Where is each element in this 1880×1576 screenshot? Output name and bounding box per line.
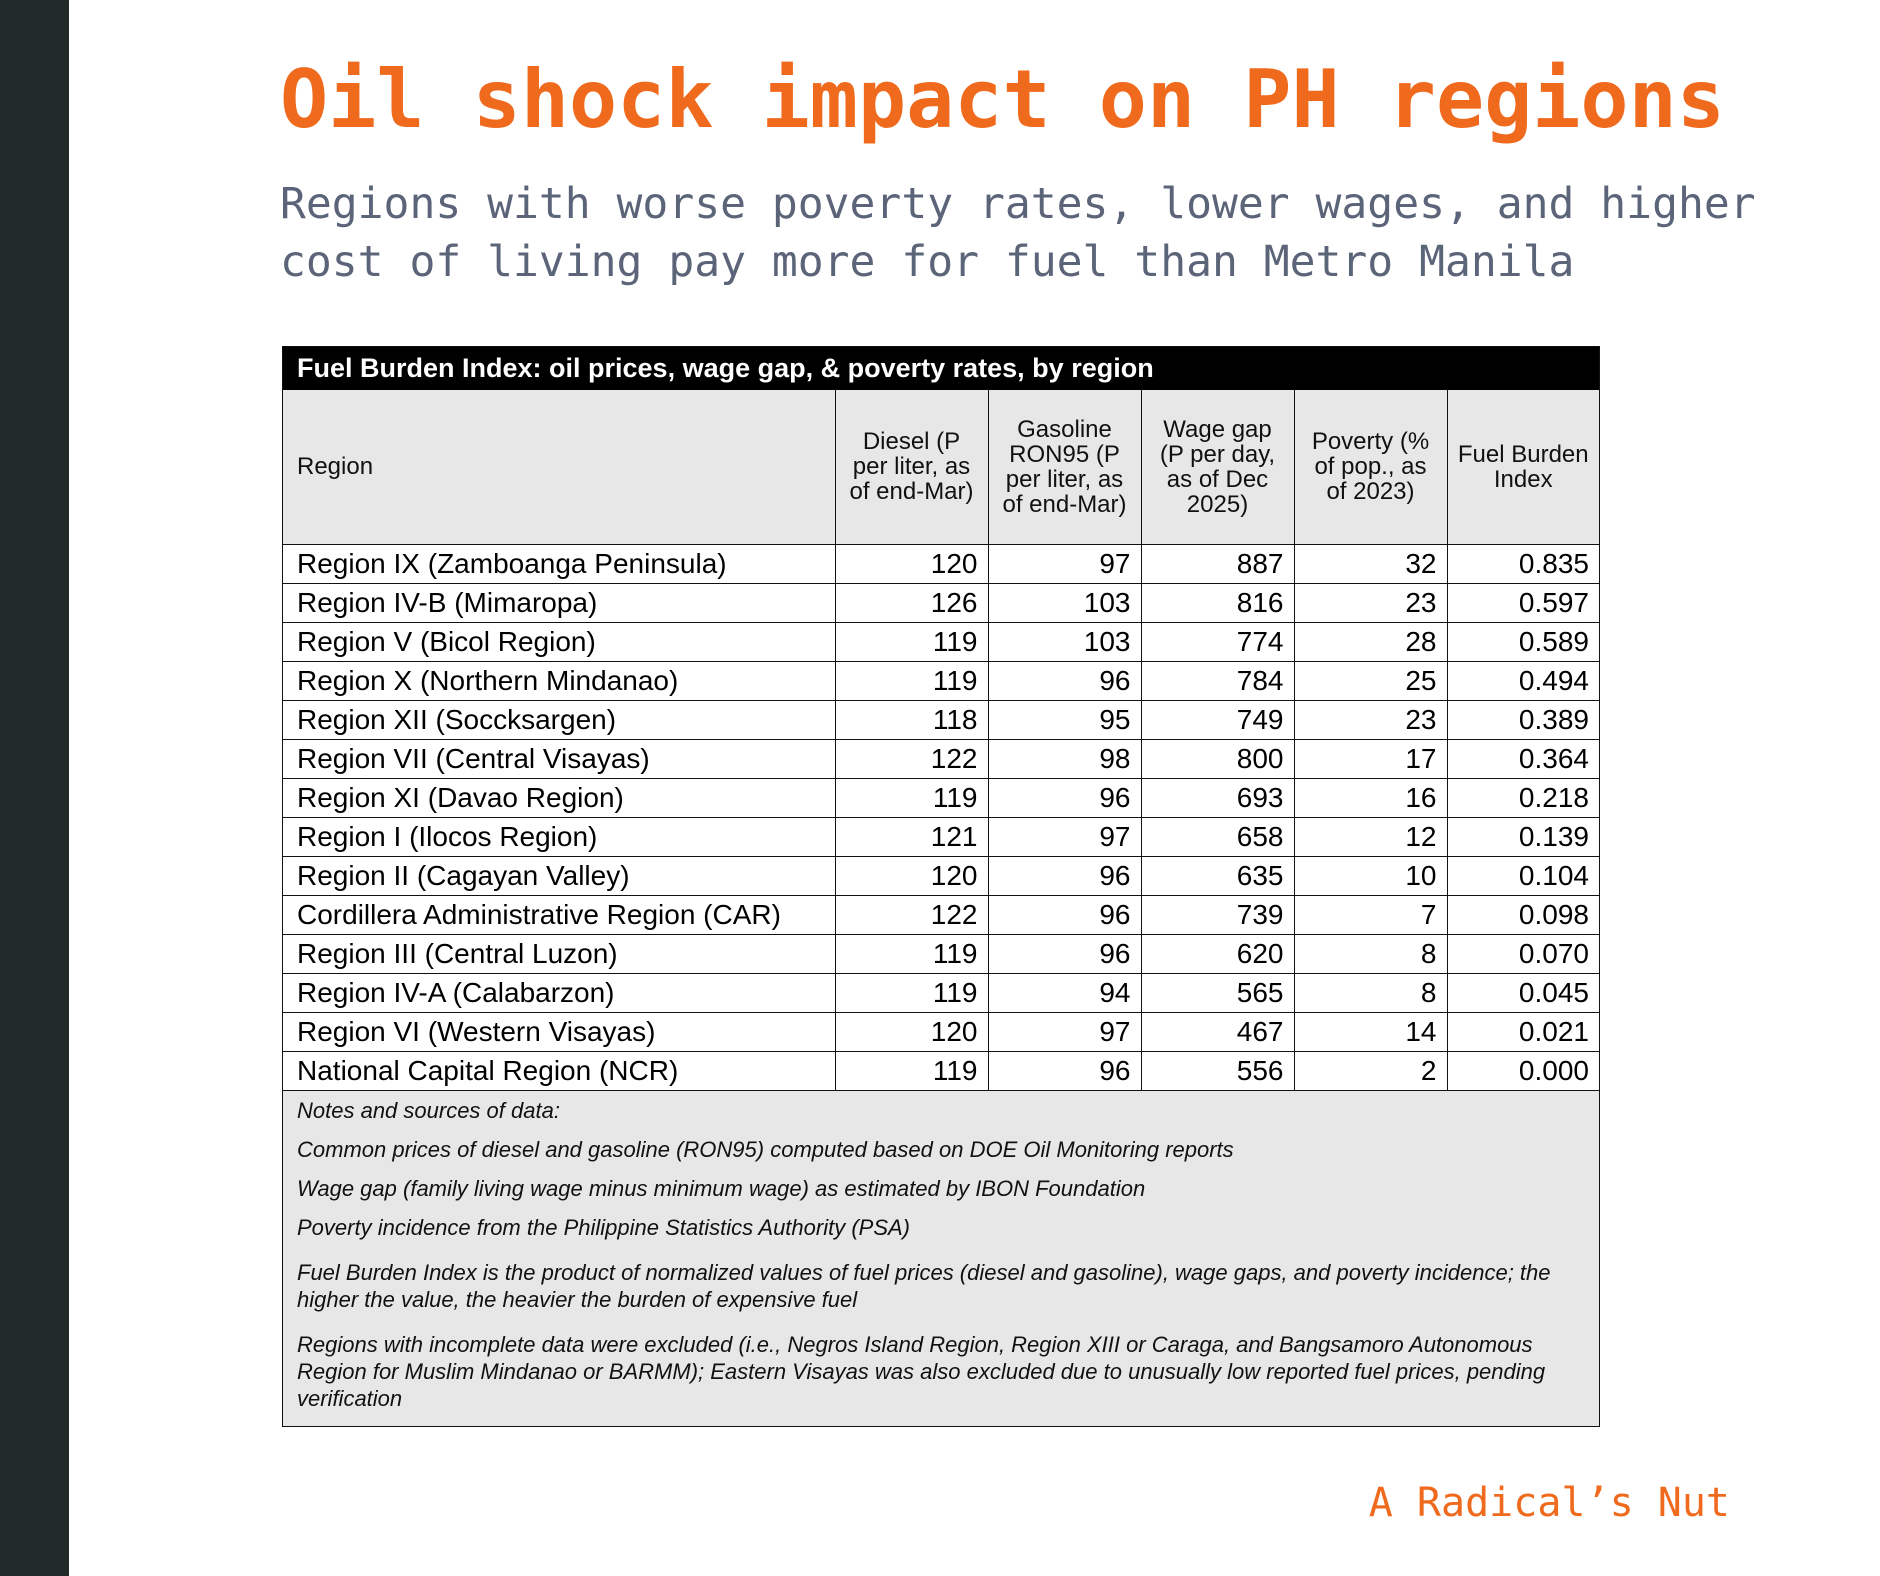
cell-fuel-burden-index: 0.070	[1447, 934, 1599, 973]
cell-poverty: 8	[1294, 934, 1447, 973]
cell-fuel-burden-index: 0.098	[1447, 895, 1599, 934]
cell-wage-gap: 749	[1141, 700, 1294, 739]
table-row	[283, 700, 1599, 739]
cell-diesel: 119	[835, 934, 988, 973]
cell-gasoline: 103	[988, 583, 1141, 622]
cell-region: Region V (Bicol Region)	[283, 622, 835, 661]
cell-gasoline: 94	[988, 973, 1141, 1012]
cell-diesel: 119	[835, 661, 988, 700]
cell-fuel-burden-index: 0.597	[1447, 583, 1599, 622]
cell-fuel-burden-index: 0.389	[1447, 700, 1599, 739]
note-exclusions: Regions with incomplete data were excluded (i.e., Negros Island Region, Region XIII or Caraga, and Bangsamoro Autonomous Region for Muslim Mindanao or BARMM); Eastern Visayas was also excluded due to unusually low reported fuel prices, pending verification	[297, 1331, 1546, 1411]
cell-wage-gap: 739	[1141, 895, 1294, 934]
cell-wage-gap: 620	[1141, 934, 1294, 973]
cell-wage-gap: 816	[1141, 583, 1294, 622]
notes-heading: Notes and sources of data:	[297, 1097, 560, 1123]
cell-fuel-burden-index: 0.104	[1447, 856, 1599, 895]
cell-gasoline: 95	[988, 700, 1141, 739]
table-row	[283, 544, 1599, 583]
cell-region: Region IV-B (Mimaropa)	[283, 583, 835, 622]
cell-wage-gap: 887	[1141, 544, 1294, 583]
cell-poverty: 28	[1294, 622, 1447, 661]
table-row	[283, 973, 1599, 1012]
cell-fuel-burden-index: 0.589	[1447, 622, 1599, 661]
cell-poverty: 2	[1294, 1051, 1447, 1090]
cell-diesel: 119	[835, 622, 988, 661]
cell-diesel: 120	[835, 1012, 988, 1051]
cell-wage-gap: 565	[1141, 973, 1294, 1012]
note-wage-gap: Wage gap (family living wage minus minimum wage) as estimated by IBON Foundation	[297, 1175, 1146, 1201]
column-header-diesel: Diesel (P per liter, as of end-Mar)	[835, 390, 988, 544]
cell-fuel-burden-index: 0.021	[1447, 1012, 1599, 1051]
cell-region: Region II (Cagayan Valley)	[283, 856, 835, 895]
cell-diesel: 119	[835, 1051, 988, 1090]
cell-poverty: 23	[1294, 700, 1447, 739]
fuel-burden-table	[282, 346, 1600, 1427]
cell-region: Region IX (Zamboanga Peninsula)	[283, 544, 835, 583]
cell-region: Cordillera Administrative Region (CAR)	[283, 895, 835, 934]
cell-gasoline: 96	[988, 856, 1141, 895]
column-header-region: Region	[283, 390, 835, 544]
column-header-gasoline: Gasoline RON95 (P per liter, as of end-Mar)	[988, 390, 1141, 544]
cell-wage-gap: 800	[1141, 739, 1294, 778]
table-header-row	[283, 390, 1599, 544]
cell-gasoline: 97	[988, 817, 1141, 856]
cell-fuel-burden-index: 0.218	[1447, 778, 1599, 817]
cell-diesel: 122	[835, 739, 988, 778]
brand-signature: A Radical’s Nut	[1368, 1480, 1730, 1526]
cell-poverty: 23	[1294, 583, 1447, 622]
data-table	[283, 390, 1599, 1091]
column-header-wage-gap: Wage gap (P per day, as of Dec 2025)	[1141, 390, 1294, 544]
cell-poverty: 25	[1294, 661, 1447, 700]
table-row	[283, 817, 1599, 856]
table-row	[283, 934, 1599, 973]
table-body	[283, 544, 1599, 1090]
cell-fuel-burden-index: 0.045	[1447, 973, 1599, 1012]
cell-gasoline: 96	[988, 661, 1141, 700]
page-title: Oil shock impact on PH regions	[280, 53, 1725, 146]
cell-poverty: 32	[1294, 544, 1447, 583]
table-row	[283, 895, 1599, 934]
cell-region: Region XII (Soccksargen)	[283, 700, 835, 739]
cell-region: Region VII (Central Visayas)	[283, 739, 835, 778]
cell-wage-gap: 556	[1141, 1051, 1294, 1090]
cell-region: National Capital Region (NCR)	[283, 1051, 835, 1090]
table-row	[283, 1012, 1599, 1051]
cell-fuel-burden-index: 0.139	[1447, 817, 1599, 856]
page-subtitle: Regions with worse poverty rates, lower wages, and higher cost of living pay more for fuel than Metro Manila	[280, 179, 1756, 287]
cell-fuel-burden-index: 0.494	[1447, 661, 1599, 700]
note-index-definition: Fuel Burden Index is the product of normalized values of fuel prices (diesel and gasoline), wage gaps, and poverty incidence; the higher the value, the heavier the burden of expensive fuel	[297, 1259, 1551, 1312]
cell-wage-gap: 658	[1141, 817, 1294, 856]
column-header-fuel-burden-index: Fuel Burden Index	[1447, 390, 1599, 544]
table-row	[283, 856, 1599, 895]
cell-wage-gap: 635	[1141, 856, 1294, 895]
note-poverty: Poverty incidence from the Philippine Statistics Authority (PSA)	[297, 1214, 911, 1240]
table-row	[283, 622, 1599, 661]
cell-gasoline: 96	[988, 934, 1141, 973]
cell-region: Region X (Northern Mindanao)	[283, 661, 835, 700]
cell-gasoline: 97	[988, 1012, 1141, 1051]
cell-diesel: 126	[835, 583, 988, 622]
cell-gasoline: 96	[988, 778, 1141, 817]
cell-poverty: 16	[1294, 778, 1447, 817]
cell-wage-gap: 467	[1141, 1012, 1294, 1051]
cell-region: Region I (Ilocos Region)	[283, 817, 835, 856]
table-row	[283, 661, 1599, 700]
sidebar-bar	[0, 0, 69, 1576]
cell-diesel: 119	[835, 778, 988, 817]
cell-fuel-burden-index: 0.835	[1447, 544, 1599, 583]
table-title: Fuel Burden Index: oil prices, wage gap, & poverty rates, by region	[283, 347, 1599, 390]
cell-poverty: 7	[1294, 895, 1447, 934]
note-fuel-prices: Common prices of diesel and gasoline (RON95) computed based on DOE Oil Monitoring reports	[297, 1136, 1234, 1162]
cell-poverty: 17	[1294, 739, 1447, 778]
cell-diesel: 118	[835, 700, 988, 739]
table-row	[283, 739, 1599, 778]
cell-poverty: 8	[1294, 973, 1447, 1012]
cell-wage-gap: 693	[1141, 778, 1294, 817]
cell-diesel: 120	[835, 544, 988, 583]
cell-wage-gap: 774	[1141, 622, 1294, 661]
cell-diesel: 121	[835, 817, 988, 856]
cell-fuel-burden-index: 0.364	[1447, 739, 1599, 778]
cell-gasoline: 96	[988, 895, 1141, 934]
cell-poverty: 10	[1294, 856, 1447, 895]
cell-diesel: 120	[835, 856, 988, 895]
cell-gasoline: 97	[988, 544, 1141, 583]
table-row	[283, 1051, 1599, 1090]
table-row	[283, 583, 1599, 622]
cell-poverty: 12	[1294, 817, 1447, 856]
cell-region: Region IV-A (Calabarzon)	[283, 973, 835, 1012]
cell-poverty: 14	[1294, 1012, 1447, 1051]
cell-diesel: 119	[835, 973, 988, 1012]
cell-gasoline: 96	[988, 1051, 1141, 1090]
cell-fuel-burden-index: 0.000	[1447, 1051, 1599, 1090]
cell-wage-gap: 784	[1141, 661, 1294, 700]
column-header-poverty: Poverty (% of pop., as of 2023)	[1294, 390, 1447, 544]
cell-diesel: 122	[835, 895, 988, 934]
cell-gasoline: 103	[988, 622, 1141, 661]
table-row	[283, 778, 1599, 817]
cell-region: Region VI (Western Visayas)	[283, 1012, 835, 1051]
cell-region: Region III (Central Luzon)	[283, 934, 835, 973]
cell-region: Region XI (Davao Region)	[283, 778, 835, 817]
cell-gasoline: 98	[988, 739, 1141, 778]
notes-section	[283, 1091, 1599, 1426]
